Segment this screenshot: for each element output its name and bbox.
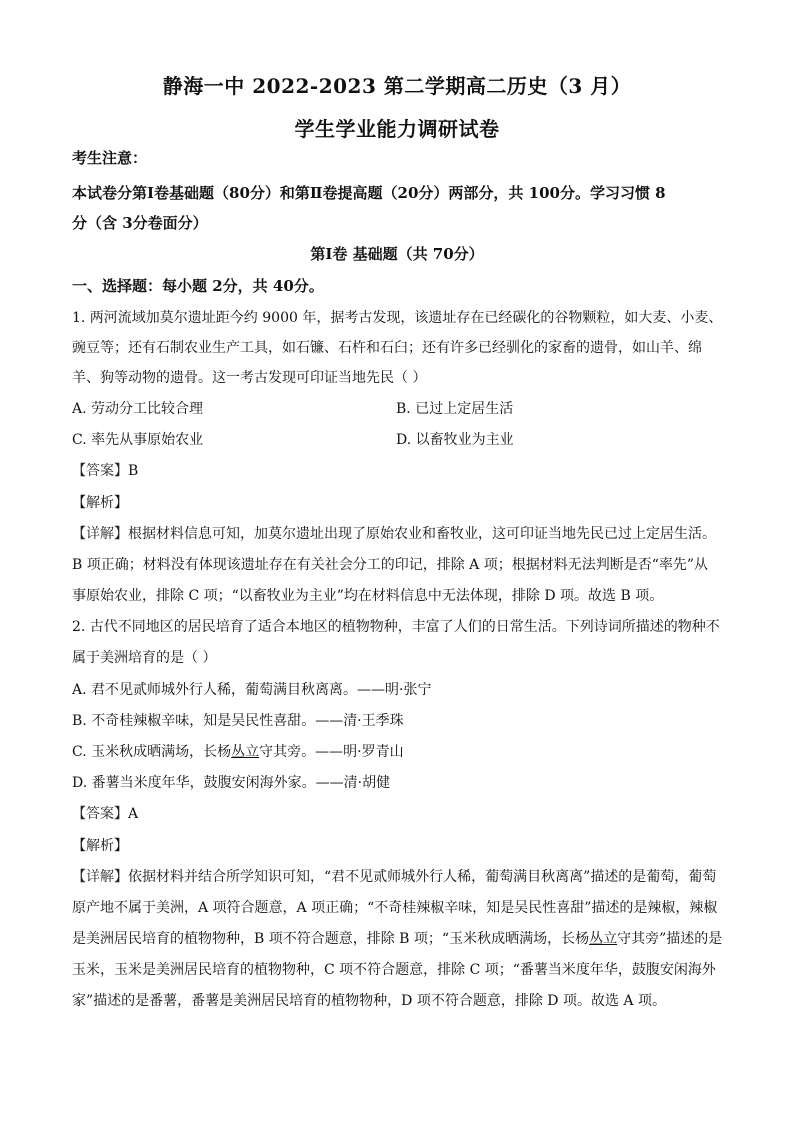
q1-detail-tag: 【详解】 <box>72 526 128 542</box>
q2-detail-tag: 【详解】 <box>72 869 128 885</box>
q2-option-c-underlined: 丛立 <box>231 744 260 760</box>
q1-answer-tag: 【答案】 <box>72 463 128 479</box>
q1-detail-line-3: 事原始农业，排除 C 项；“以畜牧业为主业”均在材料信息中无法体现，排除 D 项。故选 B 项。 <box>72 588 664 604</box>
q2-detail-line-2: 原产地不属于美洲，A 项符合题意，A 项正确；“不奇桂辣椒辛味，知是吴民性喜甜”描述的是辣椒，辣椒 <box>72 900 718 916</box>
notice-line-1: 本试卷分第Ⅰ卷基础题（80分）和第Ⅱ卷提高题（20分）两部分，共 100分。学习习惯 8 <box>72 184 666 202</box>
exam-subtitle: 学生学业能力调研试卷 <box>294 117 500 141</box>
q2-option-a: A. 君不见贰师城外行人稀，葡萄满目秋离离。——明·张宁 <box>72 682 432 698</box>
q2-analysis-tag: 【解析】 <box>72 838 128 854</box>
q1-option-d: D. 以畜牧业为主业 <box>396 432 514 448</box>
q2-stem-line-2: 属于美洲培育的是（ ） <box>72 650 217 666</box>
q1-answer-value: B <box>128 463 139 479</box>
notice-label: 考生注意： <box>72 149 148 167</box>
q2-detail-line-4: 玉米，玉米是美洲居民培育的植物物种，C 项不符合题意，排除 C 项；“番薯当米度年华，鼓腹安闲海外 <box>72 962 716 978</box>
q1-detail-text-1: 根据材料信息可知，加莫尔遗址出现了原始农业和畜牧业，这可印证当地先民已过上定居生活。 <box>128 526 716 542</box>
q2-detail-line-1 <box>72 867 716 887</box>
q1-option-b: B. 已过上定居生活 <box>396 401 514 417</box>
q1-option-a: A. 劳动分工比较合理 <box>72 401 204 417</box>
q2-detail-line-3-underlined: 丛立 <box>589 931 618 947</box>
exam-title: 静海一中 2022-2023 第二学期高二历史（3 月） <box>162 74 632 98</box>
q2-option-c <box>72 742 404 762</box>
q1-option-c: C. 率先从事原始农业 <box>72 432 204 448</box>
q1-detail-line-1 <box>72 524 716 544</box>
q1-stem-line-1: 1. 两河流域加莫尔遗址距今约 9000 年，据考古发现，该遗址存在已经碳化的谷物颗粒，如大麦、小麦、 <box>72 310 723 326</box>
q1-stem-line-3: 羊、狗等动物的遗骨。这一考古发现可印证当地先民（ ） <box>72 370 427 386</box>
q2-detail-line-3-post: 守其旁”描述的是 <box>617 931 723 947</box>
q2-answer <box>72 804 138 824</box>
q2-answer-tag: 【答案】 <box>72 806 128 822</box>
q1-detail-line-2: B 项正确；材料没有体现该遗址存在有关社会分工的印记，排除 A 项；根据材料无法判断是否“率先”从 <box>72 557 709 573</box>
q2-option-c-post: 守其旁。——明·罗青山 <box>259 744 404 760</box>
notice-line-2: 分（含 3分卷面分） <box>72 214 208 232</box>
q1-stem-line-2: 豌豆等；还有石制农业生产工具，如石镰、石杵和石臼；还有许多已经驯化的家畜的遗骨，如山羊、绵 <box>72 340 702 356</box>
q2-detail-line-3-pre: 是美洲居民培育的植物物种，B 项不符合题意，排除 B 项；“玉米秋成晒满场，长杨 <box>72 931 590 947</box>
q2-option-c-pre: C. 玉米秋成晒满场，长杨 <box>72 744 232 760</box>
q2-detail-line-3 <box>72 929 722 949</box>
section-title: 第Ⅰ卷 基础题（共 70分） <box>310 245 484 263</box>
q2-answer-value: A <box>128 806 139 822</box>
q1-answer <box>72 461 138 481</box>
part-title: 一、选择题：每小题 2分，共 40分。 <box>72 277 324 295</box>
q2-option-d: D. 番薯当米度年华，鼓腹安闲海外家。——清·胡健 <box>72 775 391 791</box>
q2-detail-text-1: 依据材料并结合所学知识可知，“君不见贰师城外行人稀，葡萄满目秋离离”描述的是葡萄，葡萄 <box>128 869 717 885</box>
q1-analysis-tag: 【解析】 <box>72 495 128 511</box>
q2-option-b: B. 不奇桂辣椒辛味，知是吴民性喜甜。——清·王季珠 <box>72 713 404 729</box>
q2-detail-line-5: 家”描述的是番薯，番薯是美洲居民培育的植物物种，D 项不符合题意，排除 D 项。故选 A 项。 <box>72 993 666 1009</box>
q2-stem-line-1: 2. 古代不同地区的居民培育了适合本地区的植物物种，丰富了人们的日常生活。下列诗词所描述的物种不 <box>72 619 720 635</box>
